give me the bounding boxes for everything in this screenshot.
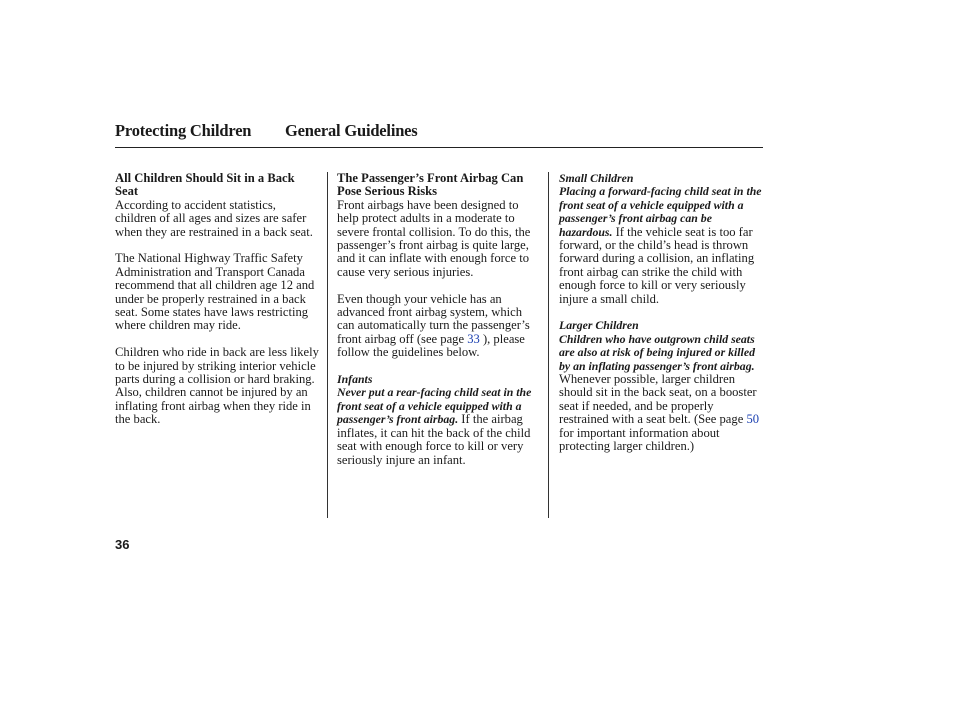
back-seat-paragraph-1: According to accident statistics, children of all ages and sizes are safer when they are restrained in a back seat. bbox=[115, 197, 313, 239]
airbag-risk-text-before-link: Even though your vehicle has an advanced front airbag system, which can automatically turn the passenger’s front airbag off (see page bbox=[337, 291, 530, 346]
back-seat-heading: All Children Should Sit in a Back Seat bbox=[115, 171, 295, 199]
larger-children-paragraph bbox=[559, 333, 764, 454]
larger-children-text-after-link: for important information about protecting larger children.) bbox=[559, 425, 720, 454]
larger-children-warning: Children who have outgrown child seats are also at risk of being injured or killed by an inflating passenger’s front airbag. bbox=[559, 331, 755, 373]
column-divider-1 bbox=[327, 172, 328, 518]
page-number: 36 bbox=[115, 537, 130, 552]
page-33-link[interactable]: 33 bbox=[467, 331, 480, 346]
back-seat-paragraph-2: The National Highway Traffic Safety Administration and Transport Canada recommend that all children age 12 and under be properly restrained in a back seat. Some states have laws restricting where children may ride. bbox=[115, 251, 315, 333]
larger-children-heading: Larger Children bbox=[559, 318, 639, 333]
airbag-risk-text-after-link: ), please follow the guidelines below. bbox=[337, 331, 525, 360]
column-2 bbox=[337, 172, 542, 467]
back-seat-paragraph-3: Children who ride in back are less likely to be injured by striking interior vehicle parts during a collision or hard braking. Also, children cannot be injured by an inflating front airbag when they ride in the back. bbox=[115, 345, 319, 427]
subsection-title: General Guidelines bbox=[285, 121, 418, 140]
page-50-link[interactable]: 50 bbox=[746, 412, 760, 427]
infants-text: If the airbag inflates, it can hit the back of the child seat with enough force to kill or very seriously injure an infant. bbox=[337, 412, 531, 467]
column-1 bbox=[115, 172, 320, 427]
airbag-risk-paragraph-1: Front airbags have been designed to help protect adults in a moderate to severe frontal collision. To do this, the passenger’s front airbag is quite large, and it can inflate with enough force to cause very serious injuries. bbox=[337, 197, 531, 279]
small-children-heading: Small Children bbox=[559, 171, 634, 185]
section-title: Protecting Children bbox=[115, 121, 252, 140]
airbag-risk-paragraph-2 bbox=[337, 293, 542, 360]
small-children-warning: Placing a forward-facing child seat in the front seat of a vehicle equipped with a passenger’s front airbag can be hazardous. bbox=[559, 184, 762, 239]
airbag-risk-heading: The Passenger’s Front Airbag Can Pose Serious Risks bbox=[337, 171, 524, 199]
infants-warning: Never put a rear-facing child seat in the front seat of a vehicle equipped with a passenger’s front airbag. bbox=[337, 385, 532, 427]
column-divider-2 bbox=[548, 172, 549, 518]
infants-heading: Infants bbox=[337, 372, 373, 387]
infants-paragraph bbox=[337, 386, 542, 466]
column-3 bbox=[559, 172, 764, 454]
page-header bbox=[115, 121, 763, 148]
larger-children-text-before-link: Whenever possible, larger children should sit in the back seat, on a booster seat if needed, and be properly restrained with a seat belt. (See page bbox=[559, 372, 757, 427]
small-children-text: If the vehicle seat is too far forward, or the child’s head is thrown forward during a collision, an inflating front airbag can strike the child with enough force to kill or very seriously injure a small child. bbox=[559, 224, 755, 306]
small-children-paragraph bbox=[559, 185, 764, 306]
